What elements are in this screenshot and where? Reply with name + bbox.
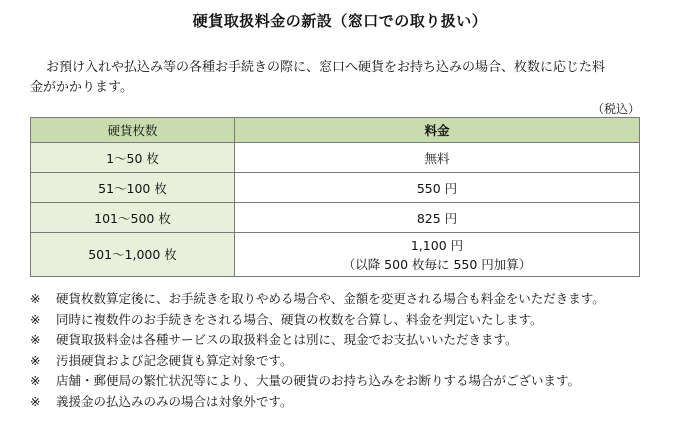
table-row (31, 173, 640, 203)
note-mark: ※ (30, 373, 41, 388)
header-fee: 料金 (235, 118, 640, 143)
table-row (31, 203, 640, 233)
coin-count-cell: 51～100 枚 (31, 173, 235, 203)
note-item (30, 310, 670, 331)
note-text: 義援金の払込みのみの場合は対象外です。 (56, 393, 293, 409)
note-item (30, 371, 670, 392)
coin-count-cell: 1～50 枚 (31, 143, 235, 173)
tax-included-note: （税込） (591, 102, 640, 116)
header-coin-count: 硬貨枚数 (31, 118, 235, 143)
table-row (31, 143, 640, 173)
fee-table-header-row (31, 118, 640, 143)
note-item (30, 330, 670, 351)
note-item (30, 392, 670, 413)
note-item (30, 351, 670, 372)
note-mark: ※ (30, 291, 41, 306)
note-text: 汚損硬貨および記念硬貨も算定対象です。 (56, 352, 293, 368)
fee-cell: 無料 (235, 143, 640, 173)
coin-count-cell: 101～500 枚 (31, 203, 235, 233)
intro-line-1: お預け入れや払込み等の各種お手続きの際に、窓口へ硬貨をお持ち込みの場合、枚数に応じた料 (46, 60, 606, 75)
table-row (31, 233, 640, 277)
note-mark: ※ (30, 311, 41, 327)
note-text: 硬貨枚数算定後に、お手続きを取りやめる場合や、金額を変更される場合も料金をいただきます。 (56, 291, 605, 306)
notes-list (30, 289, 670, 412)
note-text: 店舗・郵便局の繁忙状況等により、大量の硬貨のお持ち込みをお断りする場合がございます。 (56, 373, 581, 388)
page-title: 硬貨取扱料金の新設（窓口での取り扱い） (192, 12, 488, 30)
coin-count-cell: 501～1,000 枚 (31, 233, 235, 277)
note-text: 硬貨取扱料金は各種サービスの取扱料金とは別に、現金でお支払いいただきます。 (56, 332, 518, 347)
fee-cell (235, 233, 640, 277)
fee-cell: 550 円 (235, 173, 640, 203)
fee-cell: 825 円 (235, 203, 640, 233)
note-mark: ※ (30, 352, 41, 368)
fee-additional-note: （以降 500 枚毎に 550 円加算） (342, 256, 532, 272)
note-text: 同時に複数件のお手続きをされる場合、硬貨の枚数を合算し、料金を判定いたします。 (56, 311, 543, 327)
note-item (30, 289, 670, 310)
fee-value: 1,100 円 (410, 237, 464, 253)
fee-table (30, 117, 640, 277)
note-mark: ※ (30, 332, 41, 347)
note-mark: ※ (30, 393, 41, 409)
intro-line-2: 金がかかります。 (30, 80, 133, 95)
intro-paragraph (30, 58, 645, 98)
